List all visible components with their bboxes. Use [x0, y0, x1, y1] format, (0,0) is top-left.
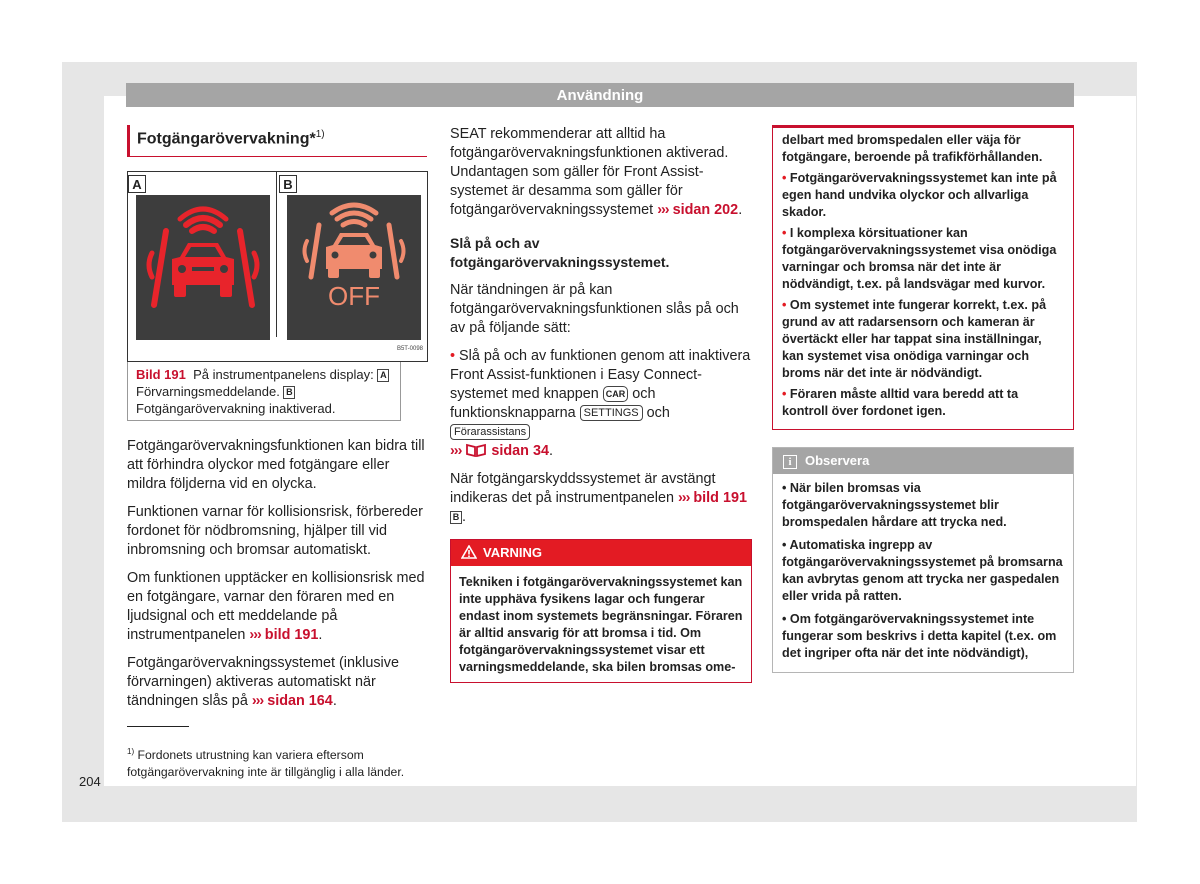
- warning-triangle-icon: [461, 542, 477, 568]
- subheading: Slå på och av fotgängarövervakningssystemet.: [450, 235, 670, 270]
- caption-ref: Bild 191: [136, 367, 186, 383]
- bullet-icon: •: [782, 171, 787, 185]
- bullet-icon: •: [782, 481, 787, 495]
- paragraph-end: .: [332, 693, 337, 710]
- cross-ref-arrows: ›››: [450, 443, 462, 459]
- footnote-sup: 1): [127, 747, 135, 756]
- paragraph-text: När fotgängarskyddssystemet är avstängt indikeras det på instrumentpanelen: [450, 471, 716, 506]
- paragraph: Fotgängarövervakningsfunktionen kan bidra till att förhindra olyckor med fotgängare eller mildra följderna vid en olycka.: [127, 438, 425, 493]
- bullet-icon: •: [782, 298, 787, 312]
- bullet-icon: •: [782, 612, 787, 626]
- car-key-icon: CAR: [603, 386, 629, 402]
- cross-ref-arrows: ›››: [251, 693, 264, 710]
- paragraph: [450, 125, 752, 220]
- footnote-marker: 1): [315, 129, 325, 140]
- off-label: OFF: [328, 281, 380, 312]
- note-bullet-text: Automatiska ingrepp av fotgängarövervakningssystemet på bromsarna kan avbrytas genom att trycka ner gaspedalen eller vrida på ratten.: [782, 538, 1063, 603]
- warning-box: [450, 539, 752, 683]
- cross-ref-arrows: ›››: [678, 490, 690, 506]
- paragraph: Funktionen varnar för kollisionsrisk, förbereder fordonet för nödbromsning, hjälper till vid inbromsning och bromsar automatiskt.: [127, 504, 423, 559]
- column-middle: [450, 125, 752, 683]
- paragraph: När tändningen är på kan fotgängarövervakningsfunktionen slås på och av på följande sätt:: [450, 282, 739, 336]
- paragraph: [127, 569, 427, 645]
- figure-code: B5T-0098: [396, 346, 423, 353]
- bullet-text-2: och funktionsknapparna: [450, 386, 656, 421]
- warning-bullet-text: I komplexa körsituationer kan fotgängarövervakningssystemet visa onödiga varningar och bromsa när det inte är nödvändigt, t.ex. på landsvägar med kurvor.: [782, 226, 1057, 291]
- paragraph-end: .: [462, 509, 466, 525]
- caption-text-2: Förvarningsmeddelande.: [136, 384, 284, 400]
- figure-191: [127, 171, 428, 362]
- paragraph-end: .: [548, 443, 553, 459]
- paragraph-text: Om funktionen upptäcker en kollisionsrisk med en fotgängare, varnar den föraren med en ljudsignal och ett meddelande på instrumentpanelen: [127, 570, 425, 644]
- warning-title: VARNING: [483, 545, 542, 560]
- warning-bullet: [782, 386, 1065, 420]
- note-body: [773, 474, 1073, 672]
- bullet-text: Slå på och av funktionen genom att inaktivera Front Assist-funktionen i Easy Connect-systemet med knappen: [450, 348, 751, 402]
- cross-ref-link[interactable]: sidan 164: [267, 693, 333, 710]
- settings-key-icon: SETTINGS: [580, 405, 643, 421]
- note-bullet-text: Om fotgängarövervakningssystemet inte fungerar som beskrivs i detta kapitel (t.ex. om det ingriper ofta när det inte nödvändigt),: [782, 612, 1057, 660]
- warning-bullet: [782, 170, 1065, 221]
- figure-caption: [127, 362, 401, 421]
- footnote: [127, 743, 429, 781]
- caption-text-3: Fotgängarövervakning inaktiverad.: [136, 401, 336, 417]
- note-bullet-text: När bilen bromsas via fotgängarövervakningssystemet blir bromspedalen hårdare att trycka ned.: [782, 481, 1007, 529]
- cross-ref-link[interactable]: sidan 202: [672, 202, 739, 218]
- bullet-text-3: och: [642, 405, 670, 421]
- paragraph-end: .: [318, 627, 323, 644]
- note-box: [772, 447, 1074, 673]
- info-icon: i: [783, 455, 797, 469]
- bullet-icon: •: [782, 226, 787, 240]
- caption-text: På instrumentpanelens display:: [193, 367, 378, 383]
- column-left: [127, 125, 427, 720]
- bullet-icon: •: [782, 538, 787, 552]
- warning-continuation-box: [772, 125, 1074, 430]
- assist-key-icon: Förarassistans: [450, 424, 530, 440]
- cross-ref-link[interactable]: bild 191: [264, 627, 319, 644]
- note-title: Observera: [805, 453, 870, 468]
- cross-ref-link[interactable]: sidan 34: [491, 443, 549, 459]
- figure-label-b: B: [279, 175, 297, 193]
- paragraph: [450, 470, 752, 527]
- chapter-header: Användning: [126, 83, 1074, 107]
- page-number: 204: [79, 774, 101, 789]
- bullet-item: [450, 347, 752, 461]
- paragraph-text: Fotgängarövervakningssystemet (inklusive förvarningen) aktiveras automatiskt när tändningen slås på: [127, 655, 399, 710]
- caption-key-b: B: [283, 386, 295, 399]
- note-bullet: [782, 611, 1065, 662]
- warning-bullet-text: Föraren måste alltid vara beredd att ta kontroll över fordonet igen.: [782, 387, 1019, 418]
- warning-header: [451, 540, 751, 566]
- warning-bullet: [782, 297, 1065, 382]
- warning-bullet: [782, 225, 1065, 293]
- note-bullet: [782, 480, 1065, 531]
- cross-ref-link[interactable]: bild 191: [693, 490, 747, 506]
- figure-divider: [276, 172, 277, 337]
- warning-bullet-text: Om systemet inte fungerar korrekt, t.ex. på grund av att radarsensorn och kameran är övertäckt eller har tappat sina inställningar, kan systemet visa onödiga varningar och broms när det inte är nödvändigt.: [782, 298, 1047, 380]
- column-right: [772, 125, 1074, 673]
- caption-key-a: A: [377, 369, 389, 382]
- warning-body: Tekniken i fotgängarövervakningssystemet kan inte upphäva fysikens lagar och fungerar endast inom systemets begränsningar. Föraren är alltid ansvarig för att bromsa i tid. Om fotgängarövervakningssystemet visar ett varningsmeddelande, ska bilen bromsas ome-: [459, 575, 743, 674]
- cross-ref-arrows: ›››: [249, 627, 261, 644]
- pedestrian-warning-icon: [136, 195, 270, 340]
- figure-label-a: A: [128, 175, 146, 193]
- footnote-rule: [127, 726, 189, 727]
- paragraph-text: SEAT rekommenderar att alltid ha fotgängarövervakningsfunktionen aktiverad. Undantagen som gäller för Front Assist-systemet är desamma som gäller för fotgängarövervakningssystemet: [450, 126, 729, 218]
- section-title: [127, 125, 427, 157]
- warning-bullet-text: Fotgängarövervakningssystemet kan inte på egen hand undvika olyckor och allvarliga skador.: [782, 171, 1057, 219]
- bullet-icon: •: [450, 348, 456, 364]
- cross-ref-arrows: ›››: [657, 202, 669, 218]
- footnote-text: Fordonets utrustning kan variera eftersom fotgängarövervakning inte är tillgänglig i alla länder.: [127, 748, 405, 780]
- book-icon: [465, 443, 487, 457]
- pedestrian-off-icon: [287, 195, 421, 340]
- display-panel-a: [136, 195, 270, 340]
- note-header: [773, 448, 1073, 474]
- paragraph: [127, 654, 427, 711]
- display-key-b: B: [450, 511, 462, 524]
- bullet-icon: •: [782, 387, 787, 401]
- warning-continuation-text: delbart med bromspedalen eller väja för fotgängare, beroende på trafikförhållanden.: [782, 133, 1043, 164]
- section-title-text: Fotgängarövervakning*: [137, 130, 316, 148]
- note-bullet: [782, 537, 1065, 605]
- display-panel-b: [287, 195, 421, 340]
- paragraph-end: .: [738, 202, 743, 218]
